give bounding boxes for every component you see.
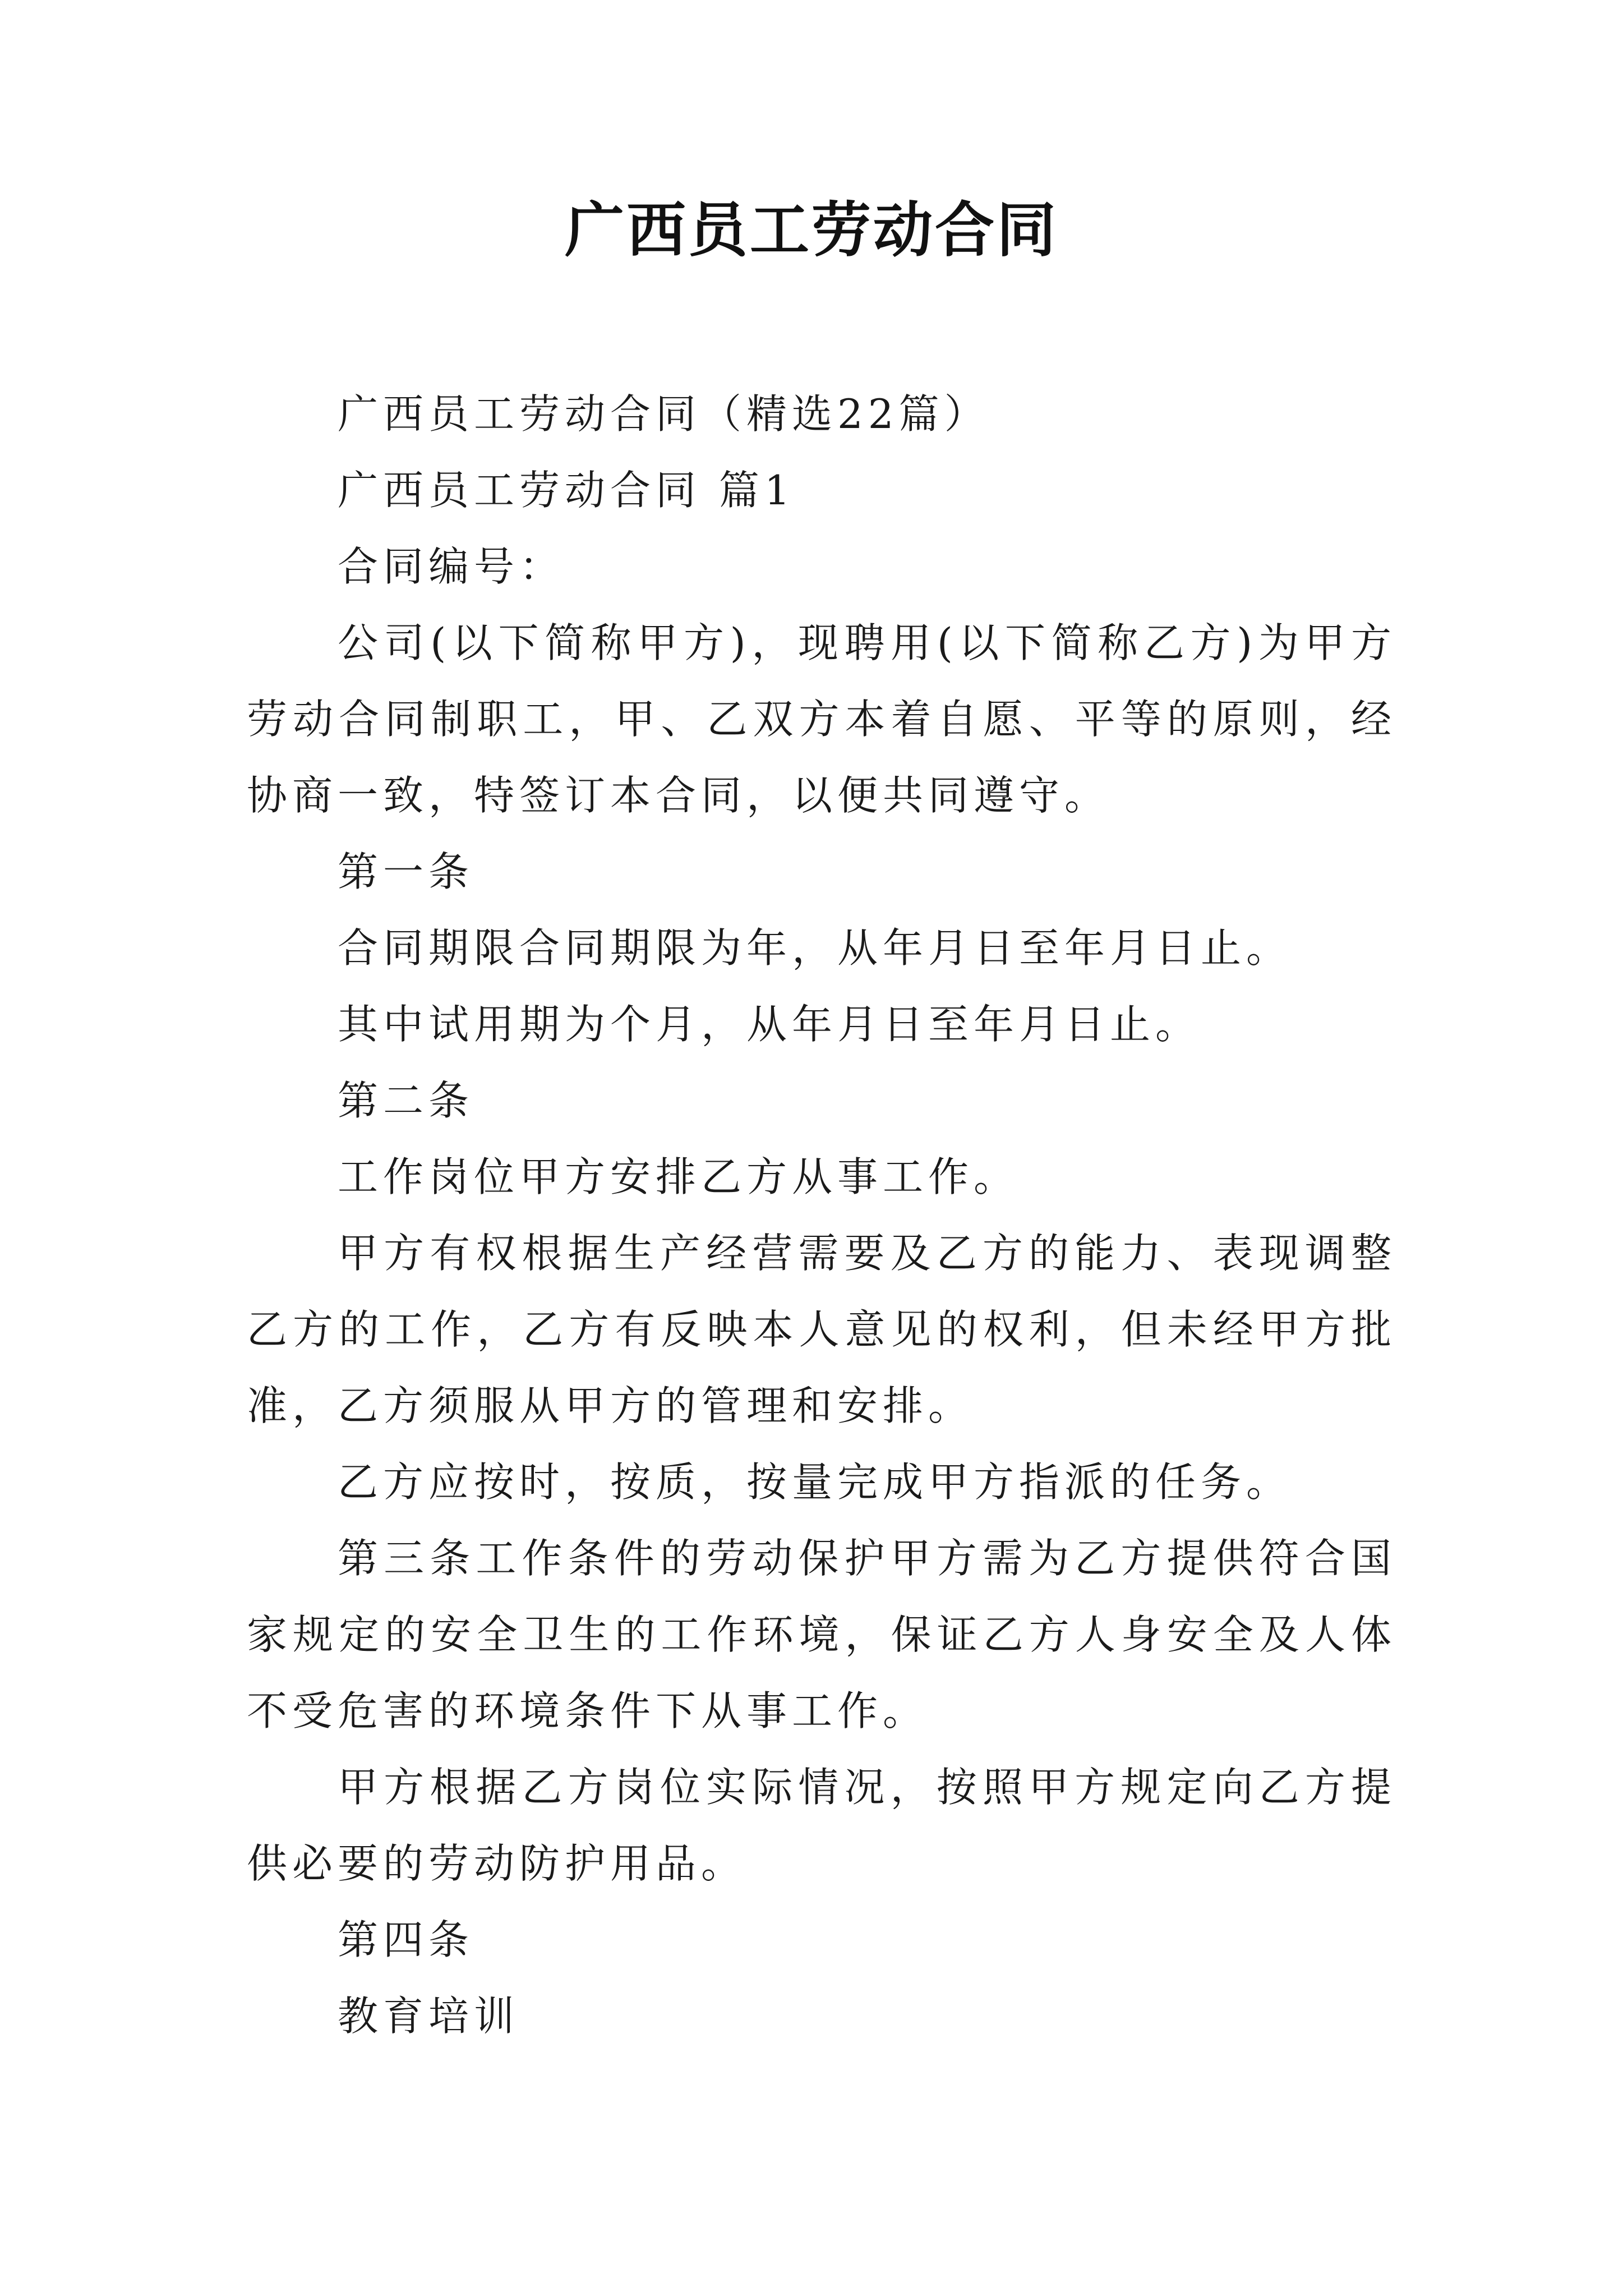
paragraph-protective-equipment: 甲方根据乙方岗位实际情况，按照甲方规定向乙方提供必要的劳动防护用品。 — [247, 1764, 1396, 1887]
paragraph-contract-term: 合同期限合同期限为年，从年月日至年月日止。 — [338, 924, 1292, 972]
paragraph-job-position: 工作岗位甲方安排乙方从事工作。 — [338, 1153, 1020, 1200]
paragraph-job-adjustment: 甲方有权根据生产经营需要及乙方的能力、表现调整乙方的工作，乙方有反映本人意见的权利，但未经甲方批准，乙方须服从甲方的管理和安排。 — [247, 1230, 1396, 1429]
paragraph-collection-title: 广西员工劳动合同（精选22篇） — [338, 390, 990, 438]
paragraph-contract-number: 合同编号： — [338, 543, 565, 590]
document-body — [247, 376, 1396, 2054]
paragraph-preamble: 公司(以下简称甲方)，现聘用(以下简称乙方)为甲方劳动合同制职工，甲、乙双方本着自愿、平等的原则，经协商一致，特签订本合同，以便共同遵守。 — [247, 619, 1396, 819]
paragraph-probation: 其中试用期为个月，从年月日至年月日止。 — [338, 1001, 1201, 1048]
paragraph-education-training: 教育培训 — [338, 1993, 520, 2040]
paragraph-article-1-heading: 第一条 — [338, 848, 474, 895]
paragraph-article-4-heading: 第四条 — [338, 1916, 474, 1963]
paragraph-section-heading: 广西员工劳动合同 篇1 — [338, 467, 795, 514]
document-title: 广西员工劳动合同 — [565, 195, 1058, 265]
paragraph-article-2-heading: 第二条 — [338, 1077, 474, 1124]
paragraph-article-3-conditions: 第三条工作条件的劳动保护甲方需为乙方提供符合国家规定的安全卫生的工作环境，保证乙方人身安全及人体不受危害的环境条件下从事工作。 — [247, 1535, 1396, 1734]
paragraph-task-completion: 乙方应按时，按质，按量完成甲方指派的任务。 — [338, 1458, 1292, 1506]
